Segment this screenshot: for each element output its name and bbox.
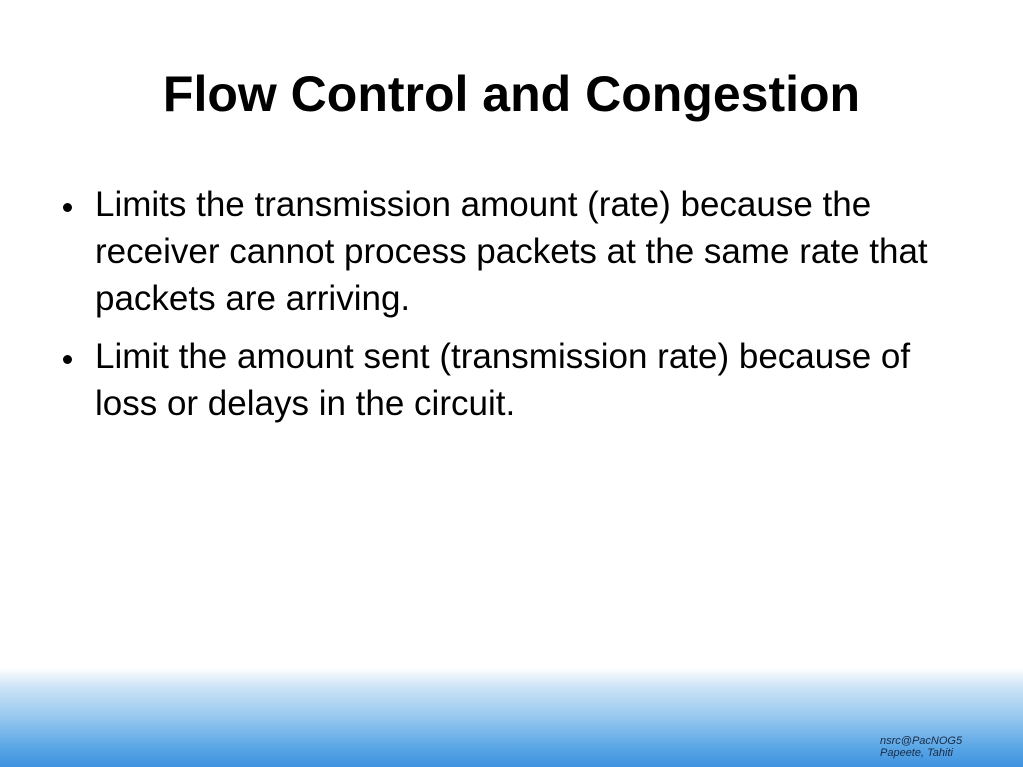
bullet-list [60,181,960,438]
footer-credit [880,735,962,759]
footer-line-1: nsrc@PacNOG5 [880,735,963,747]
footer-gradient-band [0,668,1023,767]
bullet-text: Limit the amount sent (transmission rate) because of loss or delays in the circuit. [95,337,911,423]
footer-line-2: Papeete, Tahiti [880,747,953,759]
bullet-dot-icon [63,355,72,364]
bullet-text: Limits the transmission amount (rate) because the receiver cannot process packets at the same rate that packets are arriving. [95,185,928,318]
slide-title: Flow Control and Congestion [162,66,861,122]
bullet-dot-icon [63,203,72,212]
bullet-item [60,181,960,322]
bullet-item [60,333,960,427]
